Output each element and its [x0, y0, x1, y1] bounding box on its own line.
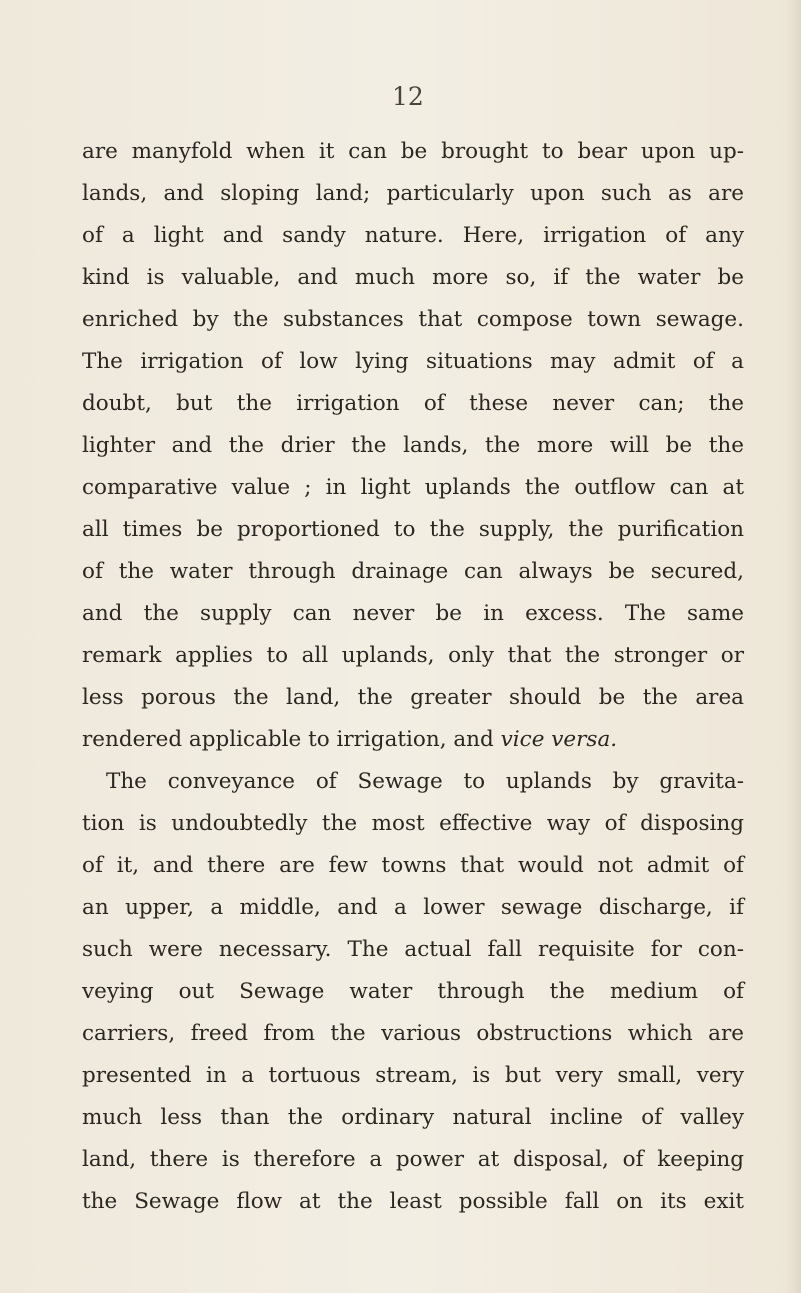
text-line: The conveyance of Sewage to uplands by gravita-: [106, 769, 744, 794]
text-line: land, there is therefore a power at disposal, of keeping: [82, 1147, 744, 1172]
text-line: and the supply can never be in excess. The same: [82, 601, 744, 626]
text-line: presented in a tortuous stream, is but very small, very: [82, 1063, 744, 1088]
text-line: are manyfold when it can be brought to bear upon up-: [82, 139, 744, 164]
text-line: the Sewage flow at the least possible fall on its exit: [82, 1189, 744, 1214]
page-number: 12: [392, 82, 424, 111]
text-line: kind is valuable, and much more so, if the water be: [82, 265, 744, 290]
text-line: much less than the ordinary natural incline of valley: [82, 1105, 744, 1130]
text-line: remark applies to all uplands, only that the stronger or: [82, 643, 744, 668]
page-edge-shadow: [785, 0, 801, 1293]
text-line: less porous the land, the greater should be the area: [82, 685, 744, 710]
text-line: such were necessary. The actual fall requisite for con-: [82, 937, 744, 962]
text-line: The irrigation of low lying situations may admit of a: [82, 349, 744, 374]
text-line: of it, and there are few towns that would not admit of: [82, 853, 744, 878]
text-line: an upper, a middle, and a lower sewage discharge, if: [82, 895, 744, 920]
text-line: carriers, freed from the various obstructions which are: [82, 1021, 744, 1046]
text-line: veying out Sewage water through the medium of: [82, 979, 744, 1004]
text-line: doubt, but the irrigation of these never can; the: [82, 391, 744, 416]
body-text: [82, 131, 744, 1223]
text-line: lighter and the drier the lands, the more will be the: [82, 433, 744, 458]
text-line: lands, and sloping land; particularly upon such as are: [82, 181, 744, 206]
text-line: enriched by the substances that compose town sewage.: [82, 307, 744, 332]
text-line: of the water through drainage can always be secured,: [82, 559, 744, 584]
text-line: all times be proportioned to the supply, the purification: [82, 517, 744, 542]
text-line: of a light and sandy nature. Here, irrigation of any: [82, 223, 744, 248]
text-line: rendered applicable to irrigation, and vice versa.: [82, 727, 618, 752]
text-line: comparative value ; in light uplands the outflow can at: [82, 475, 744, 500]
text-line: tion is undoubtedly the most effective way of disposing: [82, 811, 744, 836]
